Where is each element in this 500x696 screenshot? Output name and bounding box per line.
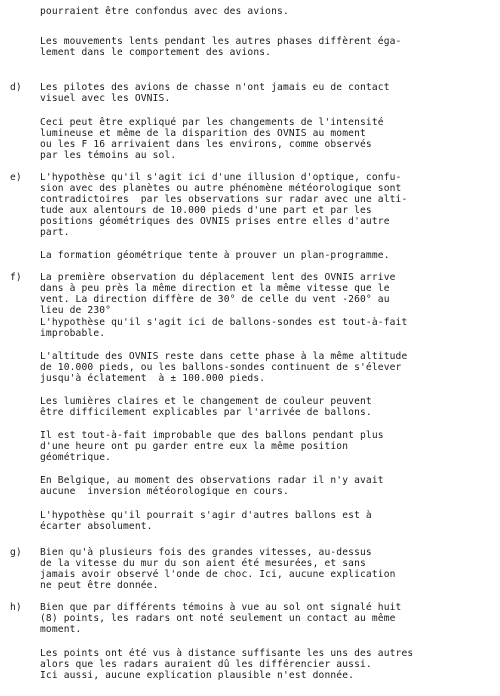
- paragraph-text-line: contradictoires par les observations sur radar avec une alti-: [40, 194, 408, 205]
- intro-text-line: pourraient être confondus avec des avions.: [40, 6, 289, 17]
- item-marker: f): [10, 272, 22, 283]
- paragraph-text-line: par les témoins au sol.: [40, 150, 177, 161]
- paragraph-text-line: L'altitude des OVNIS reste dans cette phase à la même altitude: [40, 351, 408, 362]
- paragraph-text-line: Ceci peut être expliqué par les changements de l'intensité: [40, 117, 384, 128]
- intro-text-line: lement dans le comportement des avions.: [40, 47, 272, 58]
- paragraph-text-line: écarter absolument.: [40, 521, 153, 532]
- paragraph-text-line: visuel avec les OVNIS.: [40, 93, 171, 104]
- paragraph-text-line: Les lumières claires et le changement de couleur peuvent: [40, 396, 372, 407]
- item-marker: d): [10, 82, 22, 93]
- paragraph-text-line: de 10.000 pieds, ou les ballons-sondes continuent de s'élever: [40, 362, 402, 373]
- paragraph-text-line: lumineuse et même de la disparition des OVNIS au moment: [40, 128, 366, 139]
- paragraph-text-line: Les pilotes des avions de chasse n'ont jamais eu de contact: [40, 82, 390, 93]
- paragraph-text-line: Ici aussi, aucune explication plausible n'est donnée.: [40, 670, 355, 681]
- paragraph-text-line: ne peut être donnée.: [40, 580, 159, 591]
- paragraph-text-line: L'hypothèse qu'il s'agit ici d'une illusion d'optique, confu-: [40, 172, 402, 183]
- paragraph-text-line: lieu de 230°: [40, 305, 112, 316]
- paragraph-text-line: Bien qu'à plusieurs fois des grandes vitesses, au-dessus: [40, 547, 372, 558]
- paragraph-text-line: Les points ont été vus à distance suffisante les uns des autres: [40, 648, 414, 659]
- paragraph-text-line: d'une heure ont pu garder entre eux la même position: [40, 441, 349, 452]
- item-marker: h): [10, 602, 22, 613]
- paragraph-text-line: La première observation du déplacement lent des OVNIS arrive: [40, 272, 396, 283]
- paragraph-text-line: sion avec des planètes ou autre phénomène météorologique sont: [40, 183, 402, 194]
- paragraph-text-line: (8) points, les radars ont noté seulement un contact au même: [40, 613, 396, 624]
- paragraph-text-line: vent. La direction diffère de 30° de celle du vent -260° au: [40, 294, 390, 305]
- paragraph-text-line: géométrique.: [40, 452, 112, 463]
- item-marker: e): [10, 172, 22, 183]
- paragraph-text-line: Il est tout-à-fait improbable que des ballons pendant plus: [40, 430, 384, 441]
- paragraph-text-line: L'hypothèse qu'il pourrait s'agir d'autres ballons est à: [40, 510, 372, 521]
- paragraph-text-line: de la vitesse du mur du son aient été mesurées, et sans: [40, 558, 366, 569]
- paragraph-text-line: positions géométriques des OVNIS prises entre elles d'autre: [40, 216, 390, 227]
- paragraph-text-line: L'hypothèse qu'il s'agit ici de ballons-sondes est tout-à-fait: [40, 317, 408, 328]
- paragraph-text-line: Bien que par différents témoins à vue au sol ont signalé huit: [40, 602, 402, 613]
- paragraph-text-line: être difficilement explicables par l'arrivée de ballons.: [40, 407, 372, 418]
- intro-text-line: Les mouvements lents pendant les autres phases diffèrent éga-: [40, 36, 402, 47]
- paragraph-text-line: jusqu'à éclatement à ± 100.000 pieds.: [40, 373, 266, 384]
- item-marker: g): [10, 547, 22, 558]
- paragraph-text-line: dans à peu près la même direction et la même vitesse que le: [40, 283, 390, 294]
- paragraph-text-line: moment.: [40, 624, 82, 635]
- paragraph-text-line: En Belgique, au moment des observations radar il n'y avait: [40, 475, 384, 486]
- paragraph-text-line: alors que les radars auraient dû les différencier aussi.: [40, 659, 372, 670]
- paragraph-text-line: improbable.: [40, 328, 106, 339]
- paragraph-text-line: jamais avoir observé l'onde de choc. Ici, aucune explication: [40, 569, 396, 580]
- paragraph-text-line: part.: [40, 227, 70, 238]
- paragraph-text-line: tude aux alentours de 10.000 pieds d'une part et par les: [40, 205, 372, 216]
- paragraph-text-line: ou les F 16 arrivaient dans les environs, comme observés: [40, 139, 372, 150]
- paragraph-text-line: aucune inversion météorologique en cours.: [40, 486, 289, 497]
- paragraph-text-line: La formation géométrique tente à prouver un plan-programme.: [40, 250, 390, 261]
